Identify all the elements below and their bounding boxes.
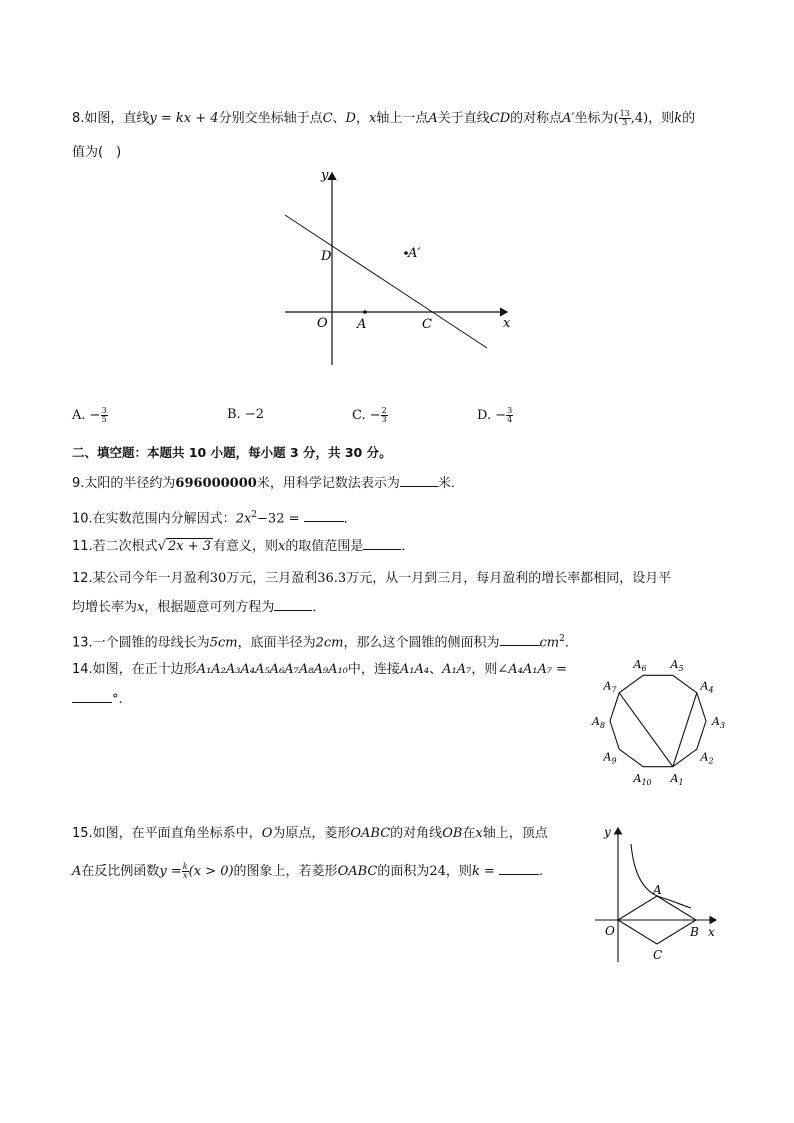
q14-angle: ∠A₄A₁A₇ = — [497, 662, 568, 677]
q8-k: k — [674, 111, 683, 126]
q10-expr2: −32 = — [257, 511, 300, 527]
q13-text2: ，底面半径为 — [237, 635, 316, 651]
q8-line2: 值为( ) — [72, 145, 122, 160]
q11-text2: 有意义，则 — [213, 539, 279, 554]
q14-line2 — [72, 690, 123, 709]
q10 — [72, 506, 357, 528]
q10-answer-blank[interactable] — [304, 509, 344, 522]
q15-text6: 在反比例函数 — [81, 864, 160, 879]
q15-text9: ，则 — [445, 864, 472, 879]
q15-text7: 的图象上，若菱形 — [233, 864, 338, 879]
fig14-label-a1: $A_1$ — [670, 772, 684, 788]
q15-answer-blank[interactable] — [499, 862, 539, 875]
q9-text3: 米． — [437, 476, 464, 491]
fig14-label-a4: $A_4$ — [700, 679, 714, 695]
q12-text4: 均增长率为 — [72, 600, 138, 615]
q8-point-a: A — [428, 111, 438, 126]
q11-text4: ． — [401, 539, 415, 554]
q12-text1: 12.某公司今年一月盈利 — [72, 571, 210, 586]
q14-answer-blank[interactable] — [72, 690, 112, 703]
q9-text1: 9.太阳的半径约为 — [72, 476, 176, 491]
q8-text8: ，则 — [648, 111, 675, 126]
fig8-label-aprime: A′ — [408, 246, 421, 261]
q11-radicand: 2x + 3 — [167, 539, 212, 554]
q12-answer-blank[interactable] — [274, 598, 312, 611]
option-d-num: 3 — [507, 406, 513, 415]
q15-text5: 轴上，顶点 — [482, 826, 548, 841]
q11-text3: 的取值范围是 — [285, 539, 364, 554]
fig8-label-c: C — [422, 317, 432, 332]
fig8-label-y: y — [321, 168, 329, 183]
option-d-fraction — [506, 407, 513, 424]
q13-value2: 2cm — [315, 635, 344, 651]
q12-value1: 30 — [209, 571, 227, 586]
fig14-segment-a1a4 — [673, 693, 697, 767]
fig8-label-o: O — [317, 316, 328, 331]
q15-text8: 的面积为 — [377, 864, 430, 879]
q10-expr: 2x — [235, 511, 252, 527]
option-a-fraction — [101, 407, 108, 424]
fig14-label-a7: $A_7$ — [603, 679, 617, 695]
option-c-num: 2 — [381, 406, 387, 415]
q14-seg1: A₁A₄ — [399, 662, 430, 677]
option-c-fraction — [381, 407, 388, 424]
fig14-decagon — [610, 675, 706, 766]
q8-line-equation: y = kx + 4 — [149, 111, 219, 126]
option-d-den: 4 — [507, 415, 513, 424]
q14-sep: 、 — [429, 662, 443, 677]
q14-text4: °. — [112, 692, 123, 707]
q15-text1: 15.如图，在平面直角坐标系中， — [72, 826, 262, 841]
q15-k: k = — [471, 864, 495, 879]
fig8-label-x: x — [503, 316, 511, 331]
q8-frac-num: 13 — [619, 109, 630, 118]
q12-text3: 万元，从一月到三月，每月盈利的增长率都相同，设月平 — [346, 571, 672, 586]
q13-text3: ，那么这个圆锥的侧面积为 — [343, 635, 500, 651]
q14-seg2: A₁A₇ — [442, 662, 472, 677]
option-a-num: 3 — [101, 406, 107, 415]
q14-decagon-figure — [590, 655, 730, 790]
q13-text4: . — [564, 635, 569, 651]
fig14-label-a3: $A_3$ — [712, 715, 726, 730]
q11 — [72, 537, 414, 556]
q15-text2: 为原点，菱形 — [272, 826, 351, 841]
q15-text3: 的对角线 — [390, 826, 443, 841]
option-a[interactable] — [72, 407, 108, 424]
option-b-value: −2 — [244, 407, 264, 422]
q8-coord-open: ( — [613, 111, 619, 126]
q13-value1: 5cm — [209, 635, 238, 651]
q8-x: x — [369, 111, 377, 126]
fig15-label-b: B — [690, 925, 699, 939]
q12-text5: ，根据题意可列方程为 — [144, 600, 275, 615]
fig15-label-a: A — [653, 883, 662, 897]
option-a-letter: A. — [72, 408, 86, 423]
option-a-den: 5 — [101, 415, 107, 424]
fig15-label-o: O — [605, 924, 615, 938]
fig8-point-a-dot — [363, 310, 367, 314]
option-d-sign: − — [495, 408, 507, 423]
option-c[interactable] — [352, 407, 388, 424]
q12-x: x — [137, 600, 145, 615]
q15-rhombus2: OABC — [337, 864, 378, 879]
q8-point-d: D — [345, 111, 356, 126]
q9-text2: 米，用科学记数法表示为 — [256, 476, 400, 491]
option-b[interactable] — [227, 407, 264, 422]
q13-answer-blank[interactable] — [500, 633, 540, 646]
q9-number-value: 696000000 — [175, 476, 257, 491]
option-c-sign: − — [369, 408, 381, 423]
q12-value2: 36.3 — [317, 571, 347, 586]
fig15-label-x: x — [708, 925, 715, 939]
q8-coord-rest: ,4) — [630, 111, 649, 126]
q8-text5: 关于直线 — [437, 111, 490, 126]
fig14-label-a6: $A_6$ — [633, 657, 647, 673]
q8-line1 — [72, 110, 695, 128]
option-d[interactable] — [477, 407, 513, 424]
q14-text1: 14.如图，在正十边形 — [72, 662, 197, 677]
q15-func-y: y = — [159, 864, 182, 879]
q8-point-aprime: A′ — [562, 111, 575, 126]
fig8-label-a: A — [357, 317, 367, 332]
q8-coord-fraction — [619, 110, 631, 127]
q8-number: 8. — [72, 111, 85, 126]
q15-ob: OB — [442, 826, 463, 841]
q10-text1: 10.在实数范围内分解因式： — [72, 511, 236, 527]
q15-o: O — [261, 826, 273, 841]
sqrt-sign-icon: √ — [157, 539, 166, 554]
q14-line1 — [72, 661, 567, 679]
q15-func-cond: (x > 0) — [188, 864, 234, 879]
option-a-sign: − — [89, 408, 101, 423]
q11-answer-blank[interactable] — [363, 537, 401, 550]
q8-text1: 如图，直线 — [84, 111, 150, 126]
option-c-den: 3 — [381, 415, 387, 424]
q12-text2: 万元，三月盈利 — [226, 571, 318, 586]
q15-line1 — [72, 825, 548, 843]
q15-line2 — [72, 862, 543, 881]
q8-text7: 坐标为 — [574, 111, 614, 126]
q8-text9: 的 — [682, 111, 696, 126]
fig15-label-y: y — [604, 825, 611, 839]
q12-line1 — [72, 570, 671, 588]
q8-figure — [275, 165, 525, 370]
q8-text3: ， — [355, 111, 369, 126]
q8-frac-den: 3 — [622, 118, 628, 127]
q14-text3: ，则 — [471, 662, 498, 677]
fig8-line-cd — [285, 215, 487, 348]
q15-text4: 在 — [462, 826, 476, 841]
q15-x: x — [475, 826, 483, 841]
q11-text1: 11.若二次根式 — [72, 539, 158, 554]
q8-text6: 的对称点 — [510, 111, 563, 126]
fig14-label-a8: $A_8$ — [592, 715, 606, 730]
section-2-heading: 二、填空题：本题共 10 小题，每小题 3 分，共 30 分。 — [72, 445, 392, 460]
q12-line2 — [72, 598, 325, 617]
fig14-label-a9: $A_9$ — [603, 750, 617, 766]
q9 — [72, 474, 464, 493]
q8-text4: 轴上一点 — [376, 111, 429, 126]
option-b-letter: B. — [227, 407, 241, 422]
q9-answer-blank[interactable] — [400, 474, 438, 487]
q13-text1: 13.一个圆锥的母线长为 — [72, 635, 210, 651]
q11-x: x — [278, 539, 286, 554]
fig14-label-a5: $A_5$ — [670, 657, 684, 673]
option-c-letter: C. — [352, 408, 366, 423]
q15-func-den: x — [182, 871, 188, 880]
q14-text2: 中，连接 — [347, 662, 400, 677]
q13-unit: cm — [539, 635, 560, 651]
q8-line-cd: CD — [489, 111, 511, 126]
q12-text6: ． — [312, 600, 326, 615]
q15-rhombus: OABC — [350, 826, 391, 841]
q14-polygon: A₁A₂A₃A₄A₅A₆A₇A₈A₉A₁₀ — [196, 662, 348, 677]
option-d-letter: D. — [477, 408, 492, 423]
q13-unit-exponent: 2 — [559, 634, 565, 644]
fig14-label-a2: $A_2$ — [700, 750, 714, 766]
q15-figure — [590, 822, 730, 967]
q13 — [72, 630, 569, 652]
q15-a: A — [72, 864, 82, 879]
q15-area: 24 — [429, 864, 446, 879]
q8-sep: 、 — [332, 111, 346, 126]
q8-point-c: C — [322, 111, 333, 126]
q10-exponent: 2 — [251, 510, 258, 520]
q15-func-fraction — [182, 863, 189, 880]
q15-text10: . — [538, 864, 544, 879]
fig14-label-a10: $A_{10}$ — [633, 772, 652, 788]
q15-func-num: k — [182, 862, 188, 871]
fig8-label-d: D — [321, 249, 332, 264]
fig15-label-c: C — [653, 948, 663, 962]
q10-text2: ． — [343, 511, 357, 527]
q8-text2: 分别交坐标轴于点 — [218, 111, 323, 126]
